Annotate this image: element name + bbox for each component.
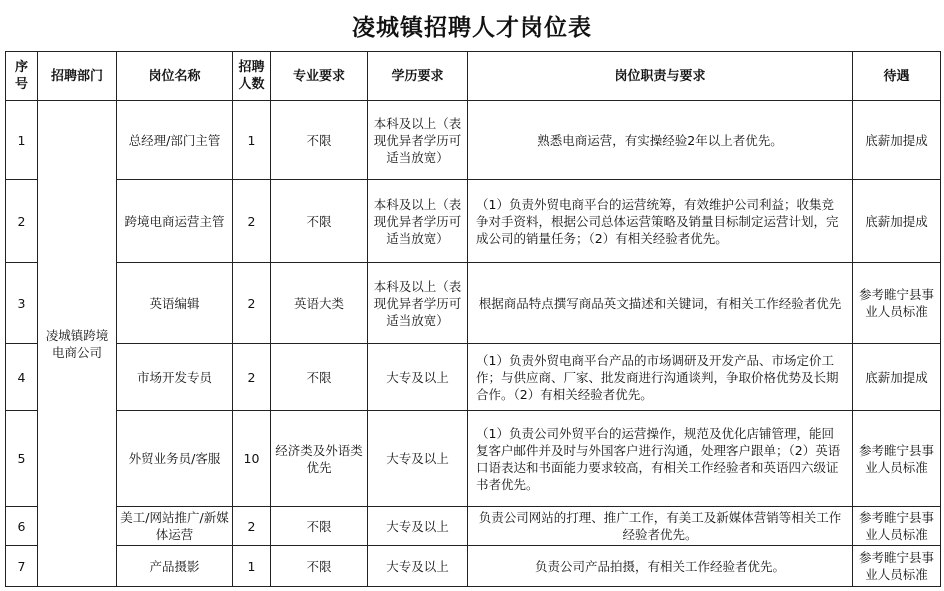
cell-position: 英语编辑 — [117, 263, 233, 344]
cell-count: 10 — [233, 411, 271, 507]
cell-position: 跨境电商运营主管 — [117, 180, 233, 263]
cell-count: 1 — [233, 101, 271, 180]
table-row — [6, 344, 941, 411]
cell-major: 不限 — [271, 344, 368, 411]
cell-count: 2 — [233, 344, 271, 411]
cell-seq: 5 — [6, 411, 38, 507]
cell-major: 不限 — [271, 546, 368, 587]
cell-count: 2 — [233, 180, 271, 263]
cell-duties: 负责公司产品拍摄，有相关工作经验者优先。 — [468, 546, 853, 587]
cell-major: 不限 — [271, 507, 368, 546]
cell-seq: 3 — [6, 263, 38, 344]
table-row — [6, 507, 941, 546]
table-row — [6, 546, 941, 587]
cell-education: 本科及以上（表现优异者学历可适当放宽） — [368, 101, 468, 180]
cell-treatment: 参考睢宁县事业人员标准 — [853, 411, 941, 507]
table-row — [6, 180, 941, 263]
cell-position: 市场开发专员 — [117, 344, 233, 411]
cell-major: 经济类及外语类优先 — [271, 411, 368, 507]
header-count: 招聘人数 — [233, 52, 271, 101]
cell-treatment: 底薪加提成 — [853, 344, 941, 411]
cell-department: 凌城镇跨境电商公司 — [38, 101, 117, 587]
cell-seq: 6 — [6, 507, 38, 546]
cell-education: 本科及以上（表现优异者学历可适当放宽） — [368, 180, 468, 263]
cell-count: 2 — [233, 507, 271, 546]
cell-seq: 1 — [6, 101, 38, 180]
cell-duties: （1）负责外贸电商平台产品的市场调研及开发产品、市场定价工作；与供应商、厂家、批发商进行沟通谈判，争取价格优势及长期合作。（2）有相关经验者优先。 — [468, 344, 853, 411]
cell-seq: 7 — [6, 546, 38, 587]
cell-count: 1 — [233, 546, 271, 587]
header-treatment: 待遇 — [853, 52, 941, 101]
header-duties: 岗位职责与要求 — [468, 52, 853, 101]
cell-duties: （1）负责公司外贸平台的运营操作，规范及优化店铺管理，能回复客户邮件并及时与外国客户进行沟通，处理客户跟单；（2）英语口语表达和书面能力要求较高，有相关工作经验者和英语四六级证书者优先。 — [468, 411, 853, 507]
header-major: 专业要求 — [271, 52, 368, 101]
cell-education: 大专及以上 — [368, 507, 468, 546]
cell-education: 大专及以上 — [368, 546, 468, 587]
cell-position: 总经理/部门主管 — [117, 101, 233, 180]
cell-treatment: 底薪加提成 — [853, 180, 941, 263]
cell-duties: 熟悉电商运营，有实操经验2年以上者优先。 — [468, 101, 853, 180]
cell-major: 不限 — [271, 180, 368, 263]
table-row — [6, 101, 941, 180]
cell-duties: 根据商品特点撰写商品英文描述和关键词，有相关工作经验者优先 — [468, 263, 853, 344]
cell-major: 英语大类 — [271, 263, 368, 344]
cell-position: 美工/网站推广/新媒体运营 — [117, 507, 233, 546]
cell-treatment: 参考睢宁县事业人员标准 — [853, 263, 941, 344]
cell-duties: 负责公司网站的打理、推广工作，有美工及新媒体营销等相关工作经验者优先。 — [468, 507, 853, 546]
header-education: 学历要求 — [368, 52, 468, 101]
cell-education: 大专及以上 — [368, 344, 468, 411]
table-row — [6, 411, 941, 507]
header-position: 岗位名称 — [117, 52, 233, 101]
table-row — [6, 263, 941, 344]
cell-education: 本科及以上（表现优异者学历可适当放宽） — [368, 263, 468, 344]
cell-education: 大专及以上 — [368, 411, 468, 507]
cell-count: 2 — [233, 263, 271, 344]
cell-seq: 2 — [6, 180, 38, 263]
header-dept: 招聘部门 — [38, 52, 117, 101]
cell-duties: （1）负责外贸电商平台的运营统筹，有效维护公司利益；收集竞争对手资料，根据公司总体运营策略及销量目标制定运营计划，完成公司的销量任务；（2）有相关经验者优先。 — [468, 180, 853, 263]
cell-position: 产品摄影 — [117, 546, 233, 587]
cell-treatment: 参考睢宁县事业人员标准 — [853, 507, 941, 546]
page-title: 凌城镇招聘人才岗位表 — [352, 15, 592, 41]
cell-major: 不限 — [271, 101, 368, 180]
cell-seq: 4 — [6, 344, 38, 411]
header-row — [6, 52, 941, 101]
cell-position: 外贸业务员/客服 — [117, 411, 233, 507]
cell-treatment: 参考睢宁县事业人员标准 — [853, 546, 941, 587]
cell-treatment: 底薪加提成 — [853, 101, 941, 180]
header-seq: 序号 — [6, 52, 38, 101]
recruitment-table — [5, 51, 941, 587]
